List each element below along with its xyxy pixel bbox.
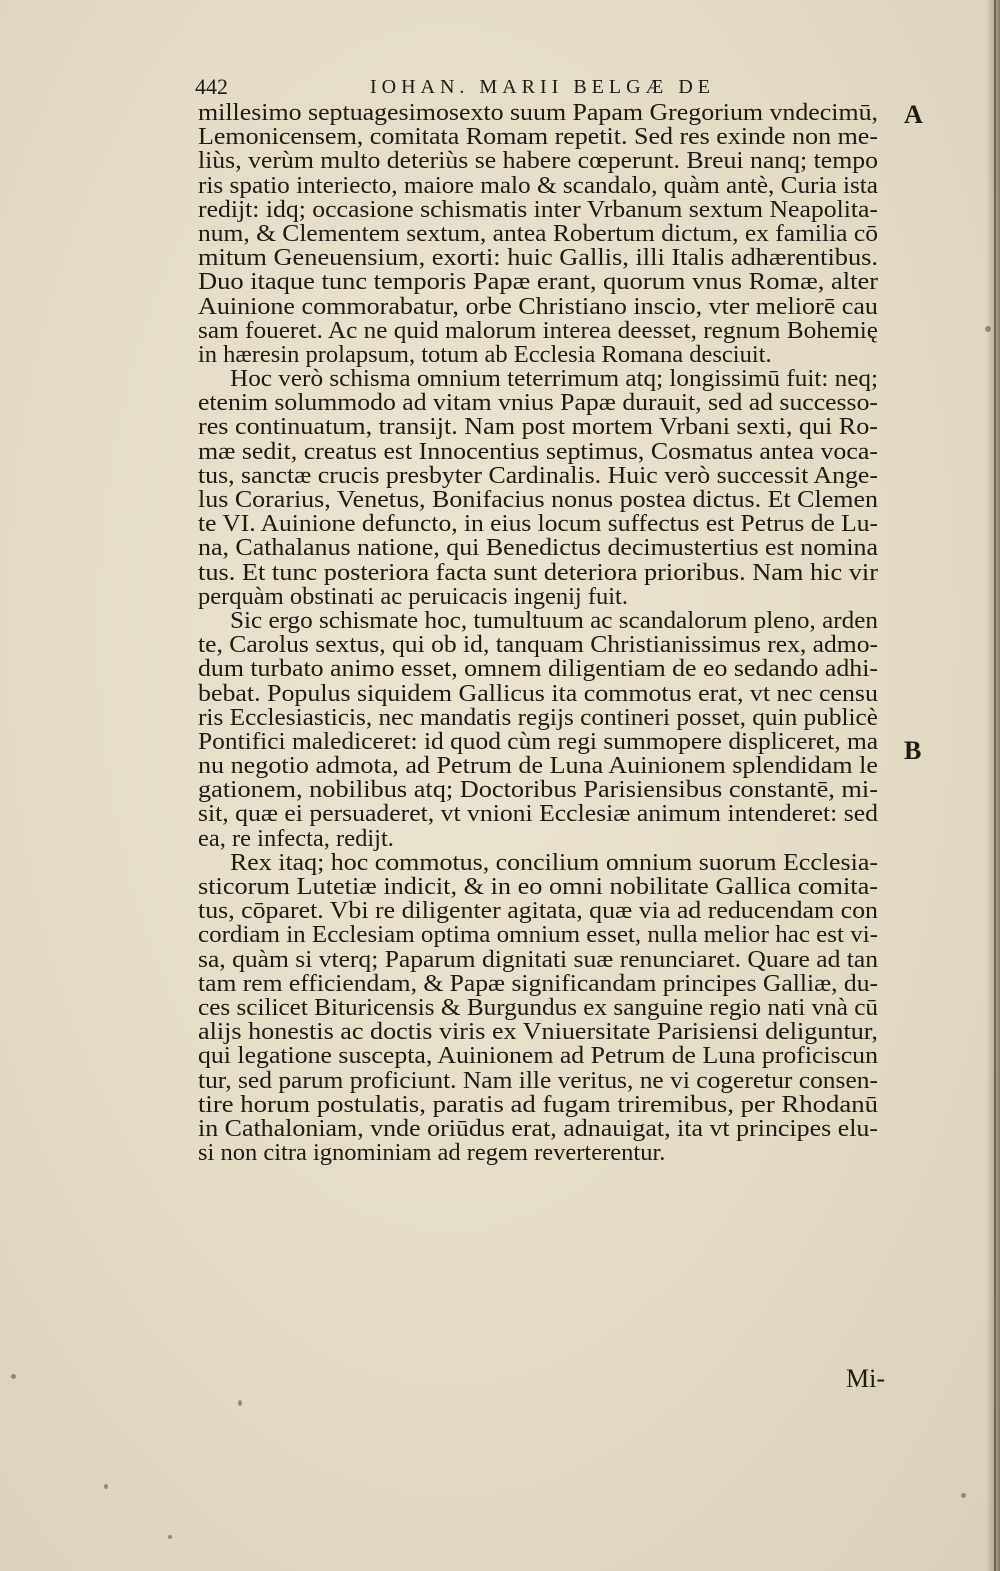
text-line: Auinione commorabatur, orbe Christiano inscio, vter meliorē cau [198, 292, 878, 320]
text-line: in Cathaloniam, vnde oriūdus erat, adnauigat, ita vt principes elu- [198, 1114, 879, 1142]
text-line: tam rem efficiendam, & Papæ significandam principes Galliæ, du- [198, 969, 879, 997]
text-line: sam foueret. Ac ne quid malorum interea deesset, regnum Bohemię [198, 316, 879, 344]
text-line: etenim solummodo ad vitam vnius Papæ durauit, sed ad successo- [198, 389, 878, 417]
text-line: Rex itaq; hoc commotus, concilium omnium suorum Ecclesia- [230, 848, 878, 876]
text-line: liùs, verùm multo deteriùs se habere cœperunt. Breui nanq; tempo [198, 147, 878, 175]
text-line: gationem, nobilibus atq; Doctoribus Parisiensibus constantē, mi- [198, 776, 878, 804]
marginal-letter-b: B [904, 736, 922, 765]
text-line: Pontifici malediceret: id quod cùm regi summopere displiceret, ma [198, 727, 879, 755]
text-line: ea, re infecta, rediјt. [198, 824, 394, 852]
text-line: ris Ecclesiasticis, nec mandatis regiјs contineri posset, quin publicè [198, 703, 879, 731]
text-line: mitum Geneuensium, exorti: huic Gallis, illi Italis adhærentibus. [198, 244, 879, 272]
text-line: rediјt: idq; occasione schismatis inter Vrbanum sextum Neapolita- [198, 195, 878, 223]
text-line: tus, cōparet. Vbi re diligenter agitata, quæ via ad reducendam con [198, 897, 878, 925]
text-line: nu negotio admota, ad Petrum de Luna Auinionem splendidam le [198, 752, 878, 780]
ink-speck [985, 326, 991, 332]
text-line: in hæresin prolapsum, totum ab Ecclesia Romana desciuit. [198, 340, 772, 368]
text-line: tus, sanctæ crucis presbyter Cardinalis. Huic verò successit Ange- [198, 461, 878, 489]
text-line: millesimo septuagesimosexto suum Papam Gregorium vndecimū, [198, 99, 879, 126]
page-edge-line [994, 0, 996, 1571]
text-line: mæ sedit, creatus est Innocentius septimus, Cosmatus antea voca- [198, 437, 878, 465]
text-line: sticorum Lutetiæ indicit, & in eo omni nobilitate Gallica comita- [198, 873, 879, 900]
text-line: na, Cathalanus natione, qui Benedictus decimustertius est nomina [198, 534, 879, 562]
running-title: IOHAN. MARII BELGÆ DE [370, 76, 715, 98]
text-line: Hoc verò schisma omnium teterrimum atq; longissimū fuit: neq; [230, 365, 879, 393]
ink-speck [11, 1374, 16, 1379]
text-line: aliјs honestis ac doctis viris ex Vniuersitate Parisiensi deliguntur, [198, 1018, 878, 1046]
text-line: dum turbato animo esset, omnem diligentiam de eo sedando adhi- [198, 655, 878, 683]
text-line: num, & Clementem sextum, antea Robertum dictum, ex familia cō [198, 219, 878, 247]
text-line: lus Corarius, Venetus, Bonifacius nonus postea dictus. Et Clemen [198, 486, 878, 513]
text-line: tur, sed parum proficiunt. Nam ille veritus, ne vi cogeretur consen- [198, 1066, 878, 1094]
text-line: tire horum postulatis, paratis ad fugam triremibus, per Rhodanū [198, 1090, 878, 1118]
text-line: cordiam in Ecclesiam optima omnium esset, nulla melior hac est vi- [198, 921, 879, 949]
text-line: Sic ergo schismate hoc, tumultuum ac scandalorum pleno, arden [230, 606, 878, 634]
text-line: sa, quàm si vterq; Paparum dignitati suæ renunciaret. Quare ad tan [198, 945, 879, 973]
page-header [195, 72, 795, 102]
text-line: Lemonicensem, comitata Romam repetit. Sed res exinde non me- [198, 123, 878, 151]
text-line: tus. Et tunc posteriora facta sunt deteriora prioribus. Nam hic vir [198, 558, 878, 586]
ink-speck [961, 1493, 966, 1498]
catchword: Mi- [846, 1364, 885, 1393]
text-line: ces scilicet Bituricensis & Burgundus ex sanguine regio nati vnà cū [198, 993, 879, 1021]
page-edge-shadow [986, 0, 1000, 1571]
text-line: bebat. Populus siquidem Gallicus ita commotus erat, vt nec censu [198, 679, 878, 707]
text-line: te VI. Auinione defuncto, in eius locum suffectus est Petrus de Lu- [198, 510, 879, 538]
text-line: qui legatione suscepta, Auinionem ad Petrum de Luna proficiscun [198, 1042, 878, 1070]
marginal-letter-a: A [904, 100, 923, 129]
body-text [198, 101, 898, 1165]
ink-speck [238, 1400, 242, 1406]
text-line: te, Carolus sextus, qui ob id, tanquam Christianissimus rex, admo- [198, 631, 879, 659]
ink-speck [168, 1535, 172, 1539]
text-line: ris spatio interiecto, maiore malo & scandalo, quàm antè, Curia ista [198, 171, 878, 199]
text-line: si non citra ignominiam ad regem reverterentur. [198, 1139, 666, 1167]
text-line: sit, quæ ei persuaderet, vt vnioni Ecclesiæ animum intenderet: sed [198, 800, 878, 828]
text-line: Duo itaque tunc temporis Papæ erant, quorum vnus Romæ, alter [198, 268, 879, 296]
ink-speck [104, 1484, 108, 1489]
text-line: res continuatum, transiјt. Nam post mortem Vrbani sexti, qui Ro- [198, 413, 878, 441]
text-line: perquàm obstinati ac peruicacis ingeniј fuit. [198, 582, 628, 610]
page-number: 442 [195, 74, 228, 99]
